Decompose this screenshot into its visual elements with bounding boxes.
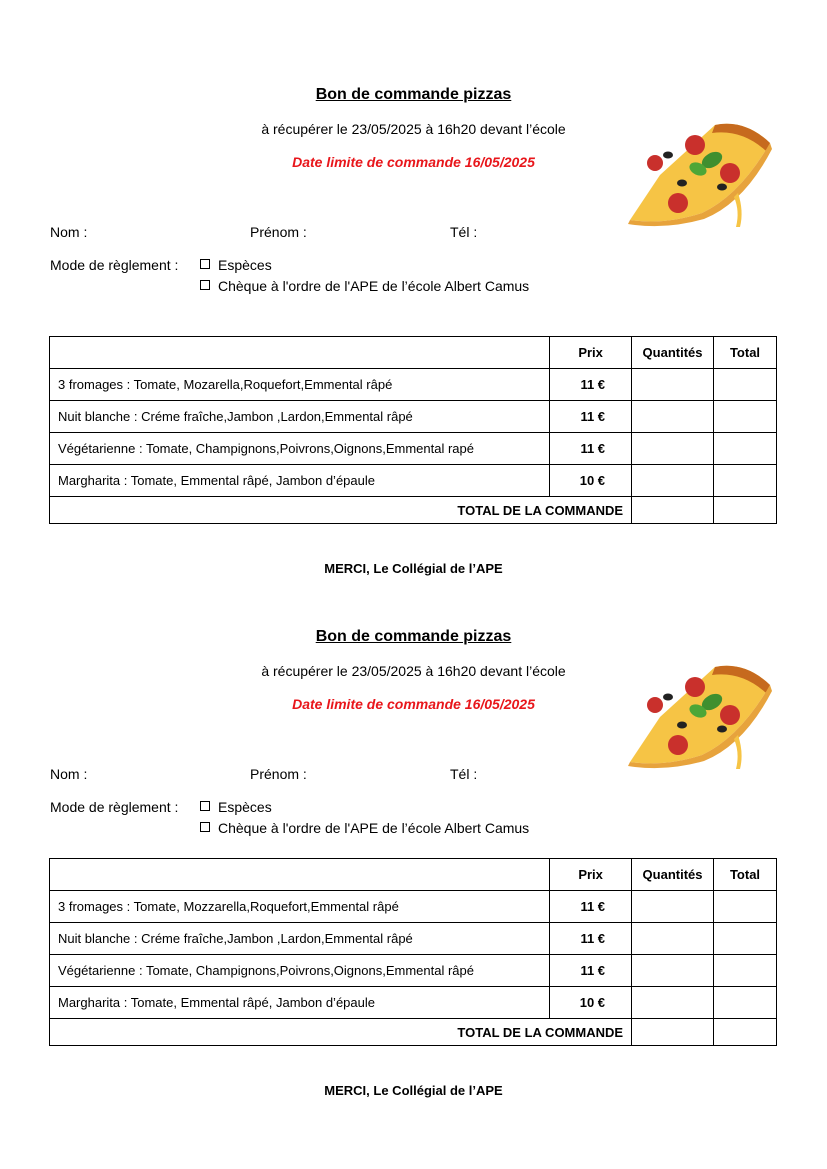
checkbox-icon[interactable] (200, 822, 210, 832)
total-quantity-cell[interactable] (632, 1019, 714, 1046)
payment-option-cheque[interactable]: Chèque à l'ordre de l'APE de l’école Albert Camus (200, 278, 529, 294)
deadline: Date limite de commande 16/05/2025 (292, 696, 535, 712)
payment-label: Mode de règlement : (50, 257, 179, 273)
pickup-info: à récupérer le 23/05/2025 à 16h20 devant l’école (261, 121, 566, 137)
pizza-name: Végétarienne : Tomate, Champignons,Poivrons,Oignons,Emmental râpé (50, 955, 550, 987)
quantity-cell[interactable] (632, 955, 714, 987)
table-row (50, 923, 777, 955)
header-pizza (50, 337, 550, 369)
order-total-label: TOTAL DE LA COMMANDE (50, 1019, 632, 1046)
deadline: Date limite de commande 16/05/2025 (292, 154, 535, 170)
nom-label: Nom : (50, 224, 88, 240)
total-cell[interactable] (714, 987, 777, 1019)
header-total: Total (714, 859, 777, 891)
quantity-cell[interactable] (632, 401, 714, 433)
header-price: Prix (550, 859, 632, 891)
order-total-label: TOTAL DE LA COMMANDE (50, 497, 632, 524)
prenom-label: Prénom : (250, 224, 307, 240)
order-table (49, 336, 777, 524)
payment-option-cash[interactable]: Espèces (200, 257, 272, 273)
quantity-cell[interactable] (632, 923, 714, 955)
header-pizza (50, 859, 550, 891)
total-amount-cell[interactable] (714, 1019, 777, 1046)
table-row (50, 369, 777, 401)
form-title: Bon de commande pizzas (315, 86, 512, 103)
payment-option-cheque[interactable]: Chèque à l'ordre de l'APE de l’école Albert Camus (200, 820, 529, 836)
header-total: Total (714, 337, 777, 369)
pizza-name: 3 fromages : Tomate, Mozzarella,Roquefort,Emmental râpé (50, 891, 550, 923)
tel-label: Tél : (450, 224, 478, 240)
pickup-info: à récupérer le 23/05/2025 à 16h20 devant l’école (261, 663, 566, 679)
pizza-name: Margharita : Tomate, Emmental râpé, Jambon d’épaule (50, 987, 550, 1019)
pizza-slice-image (620, 657, 772, 772)
pizza-price: 11 € (550, 369, 632, 401)
pizza-price: 11 € (550, 923, 632, 955)
payment-label: Mode de règlement : (50, 799, 179, 815)
pizza-name: Végétarienne : Tomate, Champignons,Poivrons,Oignons,Emmental rapé (50, 433, 550, 465)
table-header-row (50, 337, 777, 369)
tel-label: Tél : (450, 766, 478, 782)
pizza-name: Nuit blanche : Créme fraîche,Jambon ,Lardon,Emmental râpé (50, 923, 550, 955)
nom-label: Nom : (50, 766, 88, 782)
checkbox-icon[interactable] (200, 259, 210, 269)
thanks-note: MERCI, Le Collégial de l’APE (324, 561, 503, 576)
total-cell[interactable] (714, 433, 777, 465)
pizza-slice-image (620, 115, 772, 230)
total-cell[interactable] (714, 465, 777, 497)
checkbox-icon[interactable] (200, 280, 210, 290)
quantity-cell[interactable] (632, 465, 714, 497)
pizza-price: 11 € (550, 891, 632, 923)
total-cell[interactable] (714, 923, 777, 955)
order-form-2 (0, 542, 827, 1098)
pizza-price: 10 € (550, 987, 632, 1019)
quantity-cell[interactable] (632, 369, 714, 401)
pizza-price: 11 € (550, 955, 632, 987)
pizza-name: Nuit blanche : Créme fraîche,Jambon ,Lardon,Emmental râpé (50, 401, 550, 433)
pizza-name: Margharita : Tomate, Emmental râpé, Jambon d’épaule (50, 465, 550, 497)
quantity-cell[interactable] (632, 891, 714, 923)
order-total-row (50, 1019, 777, 1046)
order-total-row (50, 497, 777, 524)
pizza-price: 11 € (550, 401, 632, 433)
payment-option-cash[interactable]: Espèces (200, 799, 272, 815)
checkbox-icon[interactable] (200, 801, 210, 811)
header-price: Prix (550, 337, 632, 369)
quantity-cell[interactable] (632, 433, 714, 465)
pizza-price: 11 € (550, 433, 632, 465)
table-row (50, 401, 777, 433)
quantity-cell[interactable] (632, 987, 714, 1019)
total-cell[interactable] (714, 955, 777, 987)
table-row (50, 987, 777, 1019)
thanks-note: MERCI, Le Collégial de l’APE (324, 1083, 503, 1098)
header-quantity: Quantités (632, 337, 714, 369)
pizza-name: 3 fromages : Tomate, Mozarella,Roquefort,Emmental râpé (50, 369, 550, 401)
total-cell[interactable] (714, 891, 777, 923)
order-form-1 (0, 0, 827, 576)
prenom-label: Prénom : (250, 766, 307, 782)
table-row (50, 891, 777, 923)
total-cell[interactable] (714, 401, 777, 433)
order-table (49, 858, 777, 1046)
header-quantity: Quantités (632, 859, 714, 891)
table-header-row (50, 859, 777, 891)
form-title: Bon de commande pizzas (315, 628, 512, 645)
pizza-price: 10 € (550, 465, 632, 497)
total-amount-cell[interactable] (714, 497, 777, 524)
table-row (50, 433, 777, 465)
table-row (50, 955, 777, 987)
table-row (50, 465, 777, 497)
total-quantity-cell[interactable] (632, 497, 714, 524)
total-cell[interactable] (714, 369, 777, 401)
